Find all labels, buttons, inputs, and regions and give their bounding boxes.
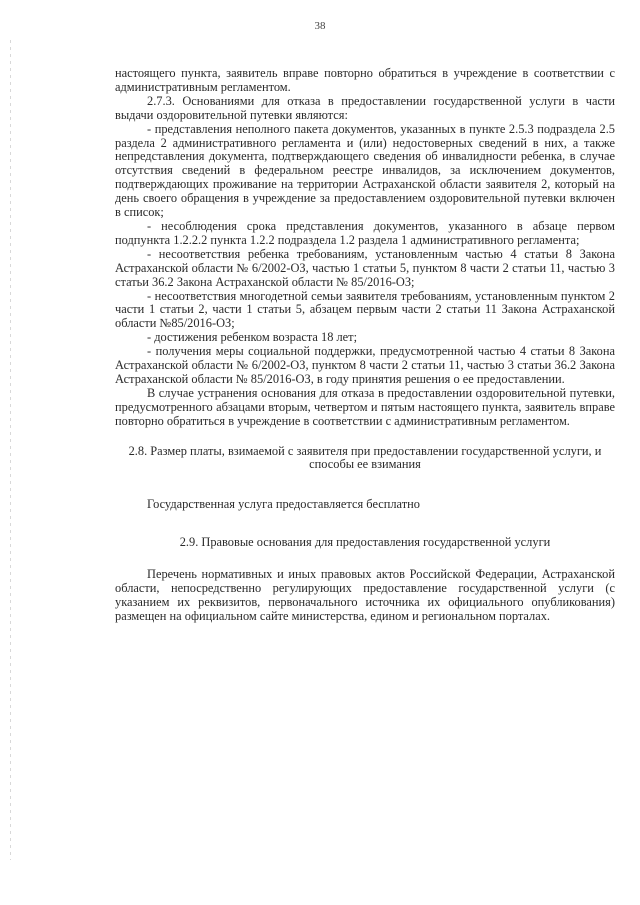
page-number: 38 [314, 20, 326, 32]
list-item-deadline: - несоблюдения срока представления документов, указанного в абзаце первом подпункта 1.2.2.2 пункта 1.2.2 подраздела 1.2 раздела 1 административного регламента; [115, 218, 615, 247]
list-item-age-18: - достижения ребенком возраста 18 лет; [147, 330, 358, 345]
list-item-incomplete-documents: - представления неполного пакета документов, указанных в пункте 2.5.3 подраздела 2.5 раздела 2 административного регламента и (или) недостоверных сведений в них, а также непредставления документа, подтверждающего сведения об инвалидности ребенка, в случае отсутствия сведений в федеральном реестре инвалидов, за исключением документов, подтверждающих проживание на территории Астраханской области заявителя 2, который на день своего обращения в учреждение за предоставлением оздоровительной путевки включен в список; [115, 121, 615, 220]
document-body [115, 67, 615, 624]
section-heading-2-8: 2.8. Размер платы, взимаемой с заявителя при предоставлении государственной услуги, и способы ее взимания [128, 443, 602, 472]
list-item-family-requirements: - несоответствия многодетной семьи заявителя требованиям, установленным пунктом 2 части 1 статьи 2, части 1 статьи 5, абзацем первым части 2 статьи 11 Закона Астраханской области №85/2016-ОЗ; [115, 288, 615, 331]
section-heading-2-9: 2.9. Правовые основания для предоставления государственной услуги [179, 535, 551, 550]
list-item-support-received: - получения меры социальной поддержки, предусмотренной частью 4 статьи 8 Закона Астраханской области № 6/2002-ОЗ, пунктом 8 части 2 статьи 11, частью 3 статьи 36.2 Закона Астраханской области № 85/2016-ОЗ, в году принятия решения о ее предоставлении. [115, 344, 615, 386]
paragraph-remedy: В случае устранения основания для отказа в предоставлении оздоровительной путевки, предусмотренного абзацами вторым, четвертом и пятым настоящего пункта, заявитель вправе повторно обратиться в учреждение в соответствии с административным регламентом. [115, 385, 615, 428]
section-text-2-9: Перечень нормативных и иных правовых актов Российской Федерации, Астраханской области, непосредственно регулирующих предоставление государственной услуги (с указанием их реквизитов, первоначального источника их официального опубликования) размещен на официальном сайте министерства, едином и региональном порталах. [115, 567, 615, 623]
section-text-2-8: Государственная услуга предоставляется бесплатно [147, 497, 420, 512]
scan-margin-line [10, 40, 11, 860]
list-item-child-requirements: - несоответствия ребенка требованиям, установленным частью 4 статьи 8 Закона Астраханской области № 6/2002-ОЗ, частью 1 статьи 5, пунктом 8 части 2 статьи 11, частью 3 статьи 36.2 Закона Астраханской области № 85/2016-ОЗ; [115, 246, 615, 289]
paragraph-2-7-3: 2.7.3. Основаниями для отказа в предоставлении государственной услуги в части выдачи оздоровительной путевки являются: [115, 93, 615, 122]
paragraph-continuation: настоящего пункта, заявитель вправе повторно обратиться в учреждение в соответствии с административным регламентом. [115, 66, 615, 94]
